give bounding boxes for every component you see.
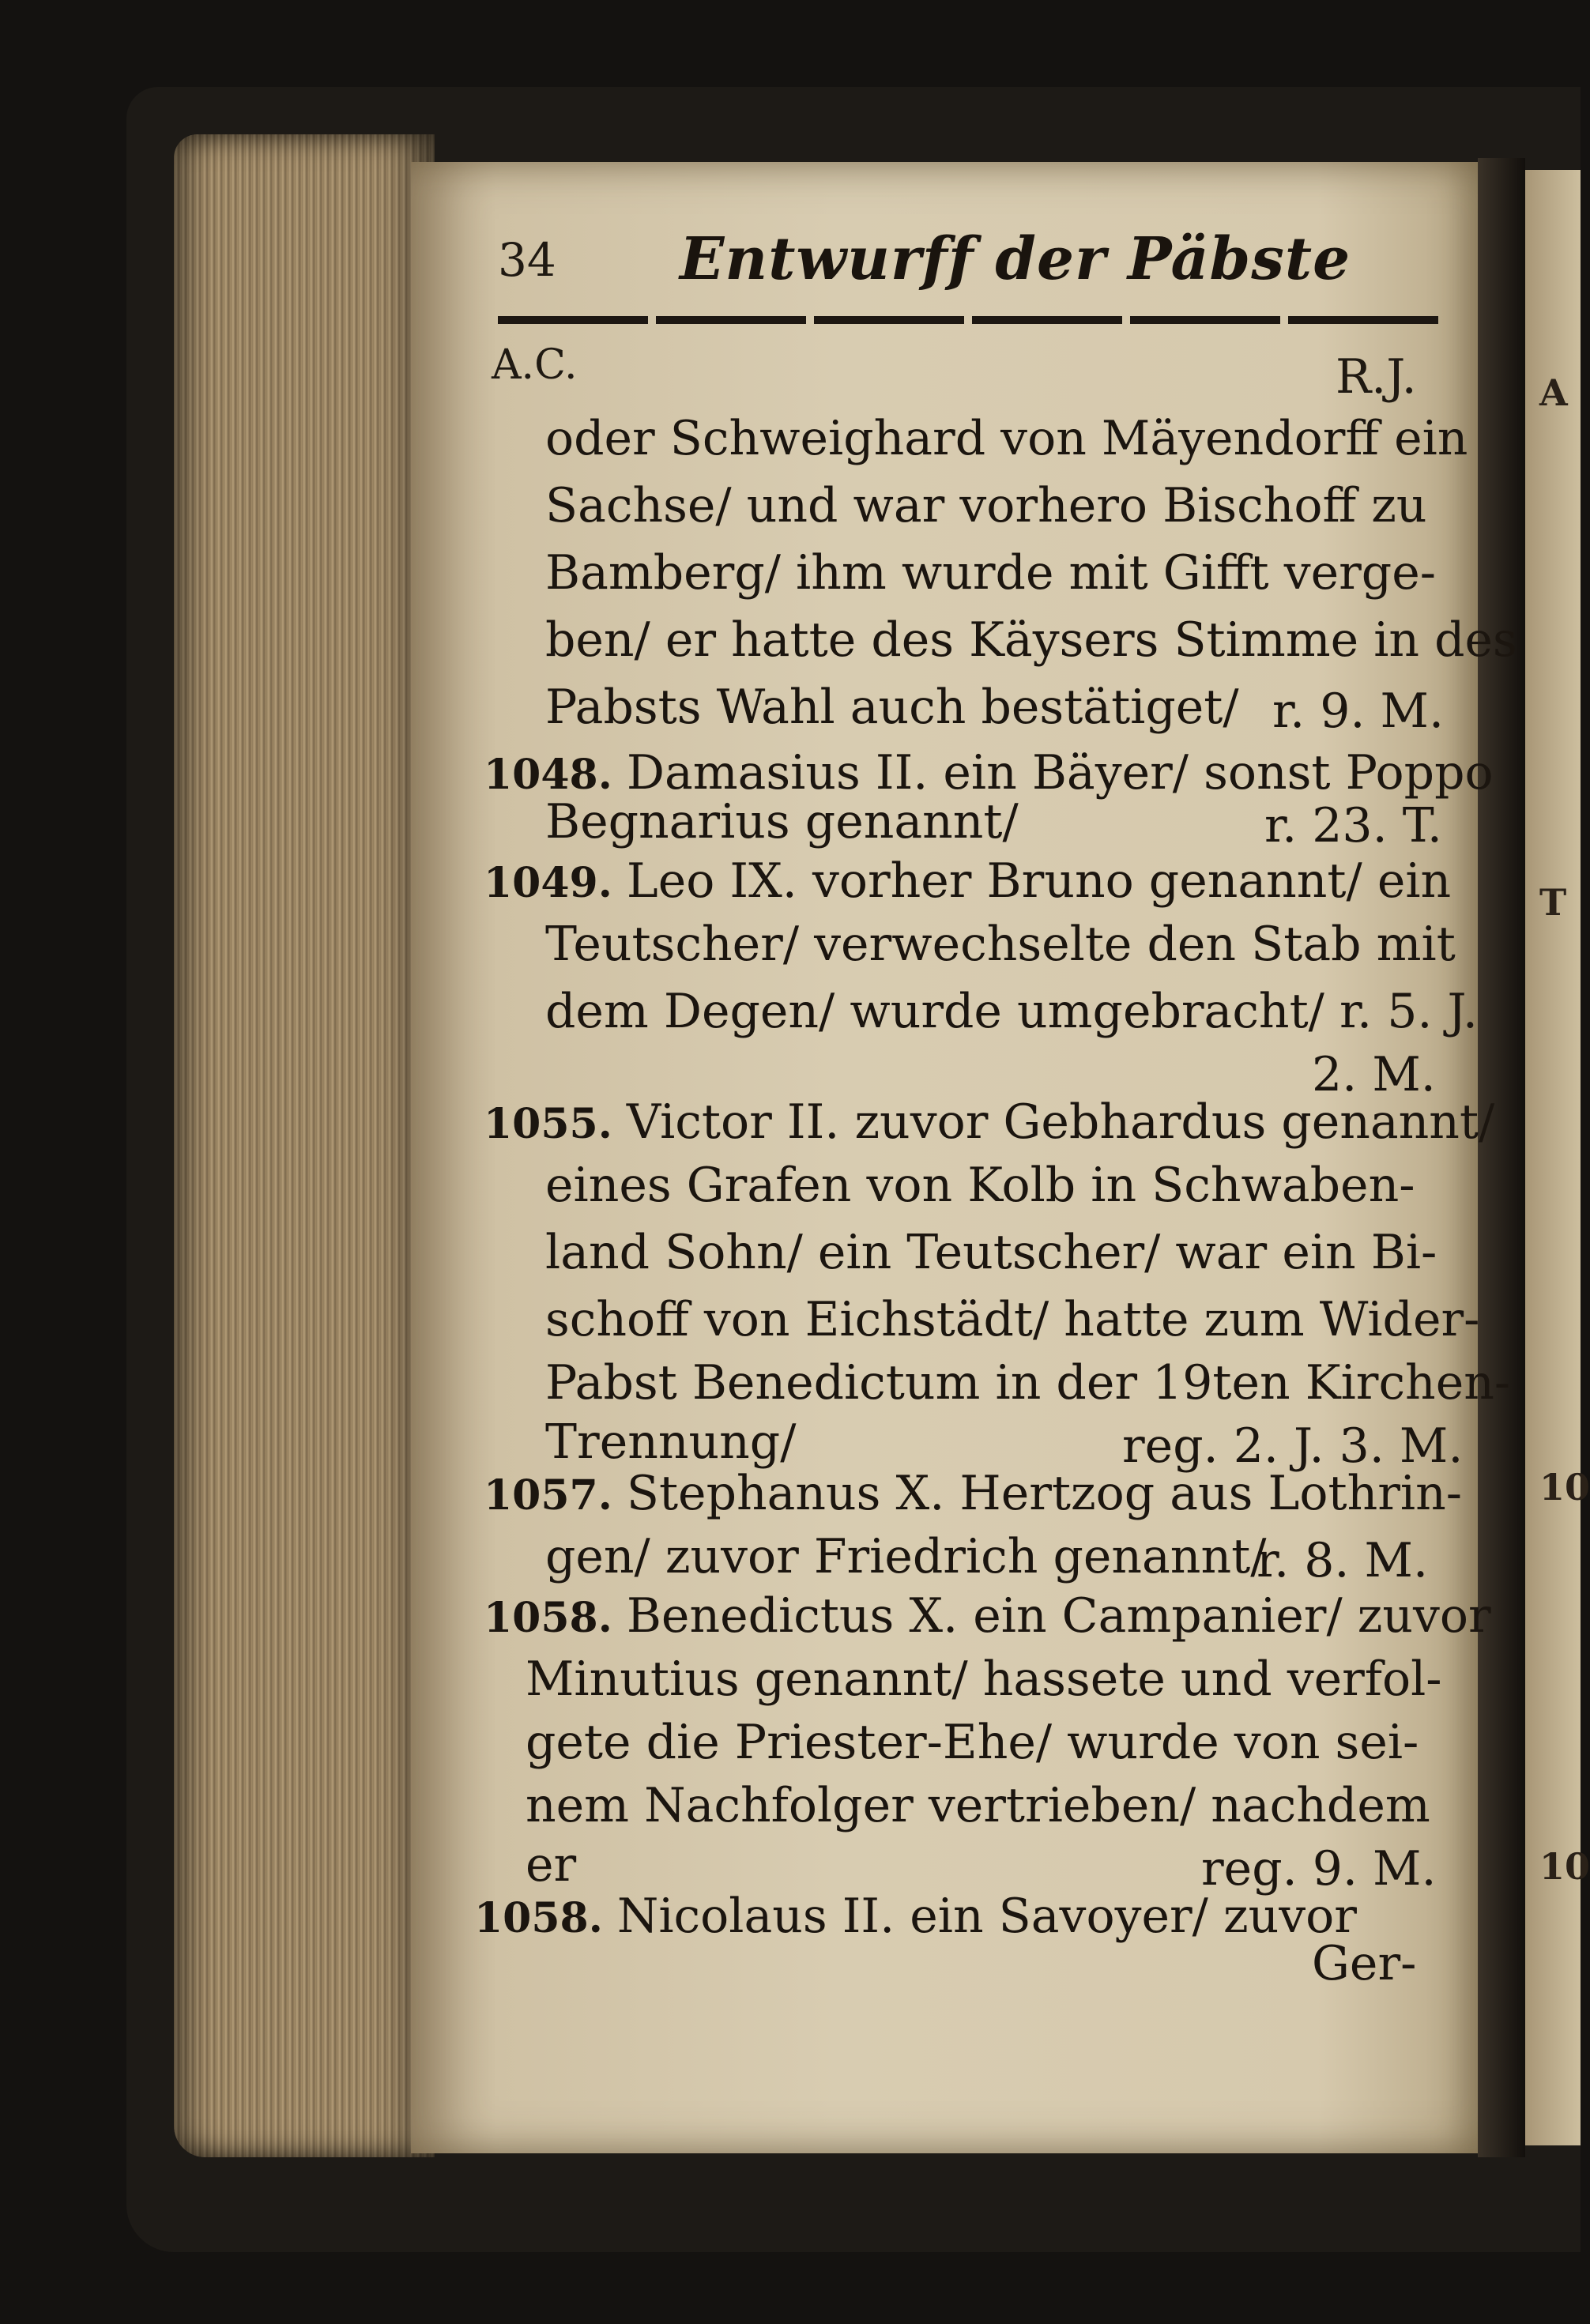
text-line: oder Schweighard von Mäyendorff ein bbox=[545, 411, 1468, 466]
text-line: Begnarius genannt/ bbox=[545, 794, 1019, 849]
reign-duration: reg. 9. M. bbox=[1201, 1841, 1437, 1896]
text-line: land Sohn/ ein Teutscher/ war ein Bi- bbox=[545, 1225, 1437, 1280]
text-line: eines Grafen von Kolb in Schwaben- bbox=[545, 1158, 1415, 1213]
entry-line bbox=[484, 745, 1494, 800]
text-line: gen/ zuvor Friedrich genannt/ bbox=[545, 1529, 1267, 1584]
entry-line bbox=[484, 1466, 1463, 1521]
text-line: schoff von Eichstädt/ hatte zum Wider- bbox=[545, 1292, 1480, 1347]
facing-page-fragment: 10 bbox=[1539, 1845, 1590, 1888]
entry-year: 1049. bbox=[484, 859, 612, 907]
text-line: er bbox=[526, 1837, 577, 1893]
entry-text: Leo IX. vorher Bruno genannt/ ein bbox=[626, 853, 1452, 909]
catchword: Ger- bbox=[1312, 1936, 1417, 1991]
reign-duration: reg. 2. J. 3. M. bbox=[1122, 1418, 1464, 1474]
header-rule bbox=[498, 316, 1438, 324]
entry-line bbox=[484, 1094, 1495, 1150]
entry-year: 1058. bbox=[474, 1894, 603, 1942]
reign-duration: 2. M. bbox=[1312, 1047, 1436, 1102]
reign-duration: r. 8. M. bbox=[1257, 1533, 1429, 1588]
book-gutter bbox=[1478, 158, 1525, 2157]
text-line: Minutius genannt/ hassete und verfol- bbox=[526, 1652, 1442, 1707]
column-label-anno-christi: A.C. bbox=[492, 341, 578, 389]
column-label-reign: R.J. bbox=[1336, 349, 1417, 405]
entry-text: Benedictus X. ein Campanier/ zuvor bbox=[626, 1588, 1491, 1644]
entry-text: Damasius II. ein Bäyer/ sonst Poppo bbox=[626, 745, 1494, 800]
text-line: dem Degen/ wurde umgebracht/ r. 5. J. bbox=[545, 984, 1478, 1039]
entry-line bbox=[484, 1588, 1491, 1644]
entry-text: Nicolaus II. ein Savoyer/ zuvor bbox=[616, 1889, 1357, 1944]
page-number: 34 bbox=[498, 233, 556, 287]
text-line: nem Nachfolger vertrieben/ nachdem bbox=[526, 1778, 1430, 1833]
entry-text: Victor II. zuvor Gebhardus genannt/ bbox=[626, 1094, 1495, 1150]
facing-page-fragment: A bbox=[1539, 371, 1568, 414]
reign-duration: r. 23. T. bbox=[1264, 798, 1442, 853]
text-line: Bamberg/ ihm wurde mit Gifft verge- bbox=[545, 545, 1436, 601]
text-line: Pabst Benedictum in der 19ten Kirchen- bbox=[545, 1355, 1511, 1411]
text-line: ben/ er hatte des Käysers Stimme in des bbox=[545, 612, 1517, 668]
text-line: Trennung/ bbox=[545, 1414, 797, 1470]
entry-year: 1048. bbox=[484, 751, 612, 799]
text-line: Teutscher/ verwechselte den Stab mit bbox=[545, 917, 1456, 972]
text-line: Sachse/ und war vorhero Bischoff zu bbox=[545, 478, 1427, 533]
entry-year: 1055. bbox=[484, 1100, 612, 1148]
entry-line bbox=[484, 853, 1452, 909]
text-line: gete die Priester-Ehe/ wurde von sei- bbox=[526, 1715, 1419, 1770]
entry-year: 1058. bbox=[484, 1594, 612, 1642]
entry-line bbox=[474, 1889, 1357, 1944]
entry-text: Stephanus X. Hertzog aus Lothrin- bbox=[626, 1466, 1463, 1521]
facing-page-fragment: 10 bbox=[1539, 1466, 1590, 1509]
facing-page-edge bbox=[1525, 170, 1590, 2145]
running-head: Entwurff der Päbste bbox=[680, 225, 1351, 293]
entry-year: 1057. bbox=[484, 1471, 612, 1520]
reign-duration: r. 9. M. bbox=[1272, 684, 1445, 739]
page-edges bbox=[174, 134, 435, 2157]
text-line: Pabsts Wahl auch bestätiget/ bbox=[545, 680, 1239, 735]
facing-page-fragment: T bbox=[1539, 881, 1567, 924]
